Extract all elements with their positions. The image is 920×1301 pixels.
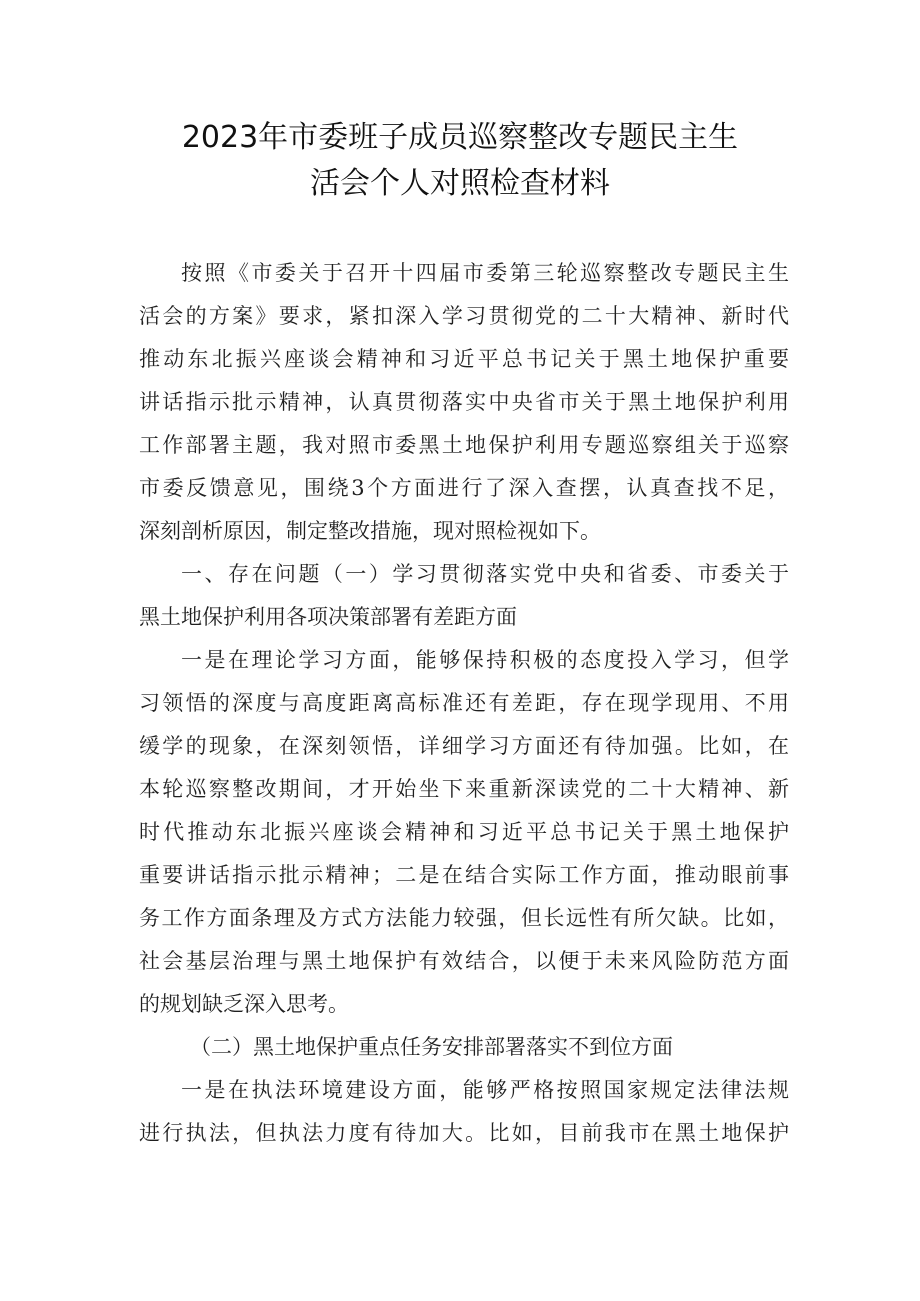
body-text-line: 市委反馈意见，围绕3个方面进行了深入查摆，认真查找不足，	[139, 476, 789, 500]
body-text-line: 活会的方案》要求，紧扣深入学习贯彻党的二十大精神、新时代	[139, 304, 789, 328]
body-text-line: 讲话指示批示精神，认真贯彻落实中央省市关于黑土地保护利用	[139, 390, 789, 414]
body-text-line: 重要讲话指示批示精神；二是在结合实际工作方面，推动眼前事	[139, 863, 789, 887]
body-text-line: 务工作方面条理及方式方法能力较强，但长远性有所欠缺。比如，	[139, 906, 789, 930]
document-title-line-1: 2023年市委班子成员巡察整改专题民主生	[181, 120, 739, 155]
body-text-line: 工作部署主题，我对照市委黑土地保护利用专题巡察组关于巡察	[139, 433, 789, 457]
body-text-line: 一是在执法环境建设方面，能够严格按照国家规定法律法规	[181, 1078, 789, 1102]
body-text-line: 缓学的现象，在深刻领悟，详细学习方面还有待加强。比如，在	[139, 734, 789, 758]
body-text-line: 本轮巡察整改期间，才开始坐下来重新深读党的二十大精神、新	[139, 777, 789, 801]
section-heading-line: 一、存在问题（一）学习贯彻落实党中央和省委、市委关于	[181, 562, 789, 586]
body-text-line: 一是在理论学习方面，能够保持积极的态度投入学习，但学	[181, 648, 789, 672]
body-text-line: 时代推动东北振兴座谈会精神和习近平总书记关于黑土地保护	[139, 820, 789, 844]
body-text-line: 深刻剖析原因，制定整改措施，现对照检视如下。	[139, 519, 601, 543]
section-heading-line: 黑土地保护利用各项决策部署有差距方面	[139, 605, 517, 629]
body-text-line: 推动东北振兴座谈会精神和习近平总书记关于黑土地保护重要	[139, 347, 789, 371]
body-text-line: 按照《市委关于召开十四届市委第三轮巡察整改专题民主生	[181, 261, 789, 285]
body-text-line: 习领悟的深度与高度距离高标准还有差距，存在现学现用、不用	[139, 691, 789, 715]
body-text-line: 的规划缺乏深入思考。	[139, 992, 349, 1016]
body-text-line: 社会基层治理与黑土地保护有效结合，以便于未来风险防范方面	[139, 949, 789, 973]
document-title-line-2: 活会个人对照检查材料	[310, 166, 610, 201]
subsection-heading: （二）黑土地保护重点任务安排部署落实不到位方面	[190, 1035, 673, 1059]
body-text-line: 进行执法，但执法力度有待加大。比如，目前我市在黑土地保护	[139, 1121, 789, 1145]
